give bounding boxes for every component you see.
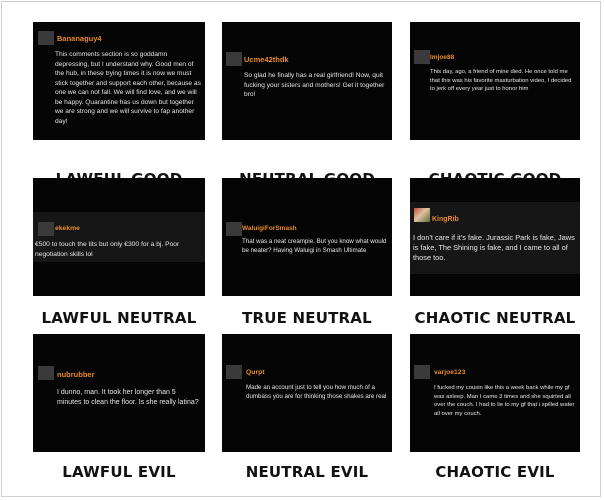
- alignment-label: LAWFUL NEUTRAL: [41, 309, 197, 327]
- username: varjoe123: [434, 369, 466, 376]
- avatar: [414, 365, 430, 379]
- username: Qurpt: [246, 369, 265, 376]
- comment-screenshot: [33, 22, 205, 140]
- username: lmjoe88: [430, 54, 455, 61]
- comment-text: €500 to touch the tits but only €300 for a bj. Poor negotiation skills lol: [35, 241, 180, 258]
- comment-screenshot: [410, 178, 580, 296]
- alignment-label: LAWFUL EVIL: [62, 463, 176, 481]
- avatar: [38, 366, 54, 380]
- avatar: [414, 208, 430, 222]
- comment-text: I don't care if it's fake. Jurassic Park is fake, Jaws is fake, The Shining is fake, and I came to all of those too.: [413, 233, 575, 263]
- username: WaluigiForSmash: [242, 225, 297, 232]
- comment-text: This day, ago, a friend of mine died. He once told me that this was his favorite masturbation video, I decided to jerk off every year just to honor him: [430, 69, 572, 93]
- comment-text: Made an account just to tell you how much of a dumbass you are for thinking those shakes are real: [246, 384, 387, 400]
- avatar: [226, 365, 242, 379]
- alignment-label: NEUTRAL EVIL: [245, 463, 369, 481]
- username: KingRib: [432, 216, 459, 223]
- comment-screenshot: [33, 178, 205, 296]
- comment-text: I fucked my cousin like this a week back while my gf was asleep. Man I came 3 times and she squirted all over the couch. I had to lie to my gf that i spilled water all over my couch.: [434, 385, 575, 417]
- username: Ucme42thdk: [244, 55, 289, 64]
- comment-screenshot: [33, 334, 205, 452]
- comment-screenshot: [222, 334, 392, 452]
- username: Bananaguy4: [57, 34, 102, 43]
- avatar: [226, 52, 242, 66]
- avatar: [38, 222, 54, 236]
- avatar: [414, 50, 430, 64]
- username: ekekme: [55, 225, 80, 232]
- comment-text: So glad he finally has a real girlfriend! Now, quit fucking your sisters and mothers! Get it together bro!: [244, 72, 385, 99]
- comment-screenshot: [410, 334, 580, 452]
- comment-text: This comments section is so goddamn depressing, but I understand why. Good men of the hub, in these trying times it is now we must stick together and support each other, because as one we can not fall. We will find love, and we will be happy. Quarantine has us down but together we are strong and we will survive to fap another day!: [55, 51, 201, 125]
- alignment-label: CHAOTIC NEUTRAL: [414, 309, 576, 327]
- comment-screenshot: [410, 22, 580, 140]
- comment-text: That was a neat creampie. But you know what would be neater? Having Waluigi in Smash Ultimate: [242, 238, 387, 254]
- avatar: [226, 222, 242, 236]
- alignment-label: CHAOTIC EVIL: [435, 463, 555, 481]
- comment-screenshot: [222, 178, 392, 296]
- comment-screenshot: [222, 22, 392, 140]
- avatar: [38, 31, 54, 45]
- username: nubrubber: [57, 370, 95, 379]
- comment-text: I dunno, man. It took her longer than 5 minutes to clean the floor. Is she really latina?: [57, 389, 199, 407]
- alignment-label: TRUE NEUTRAL: [242, 309, 372, 327]
